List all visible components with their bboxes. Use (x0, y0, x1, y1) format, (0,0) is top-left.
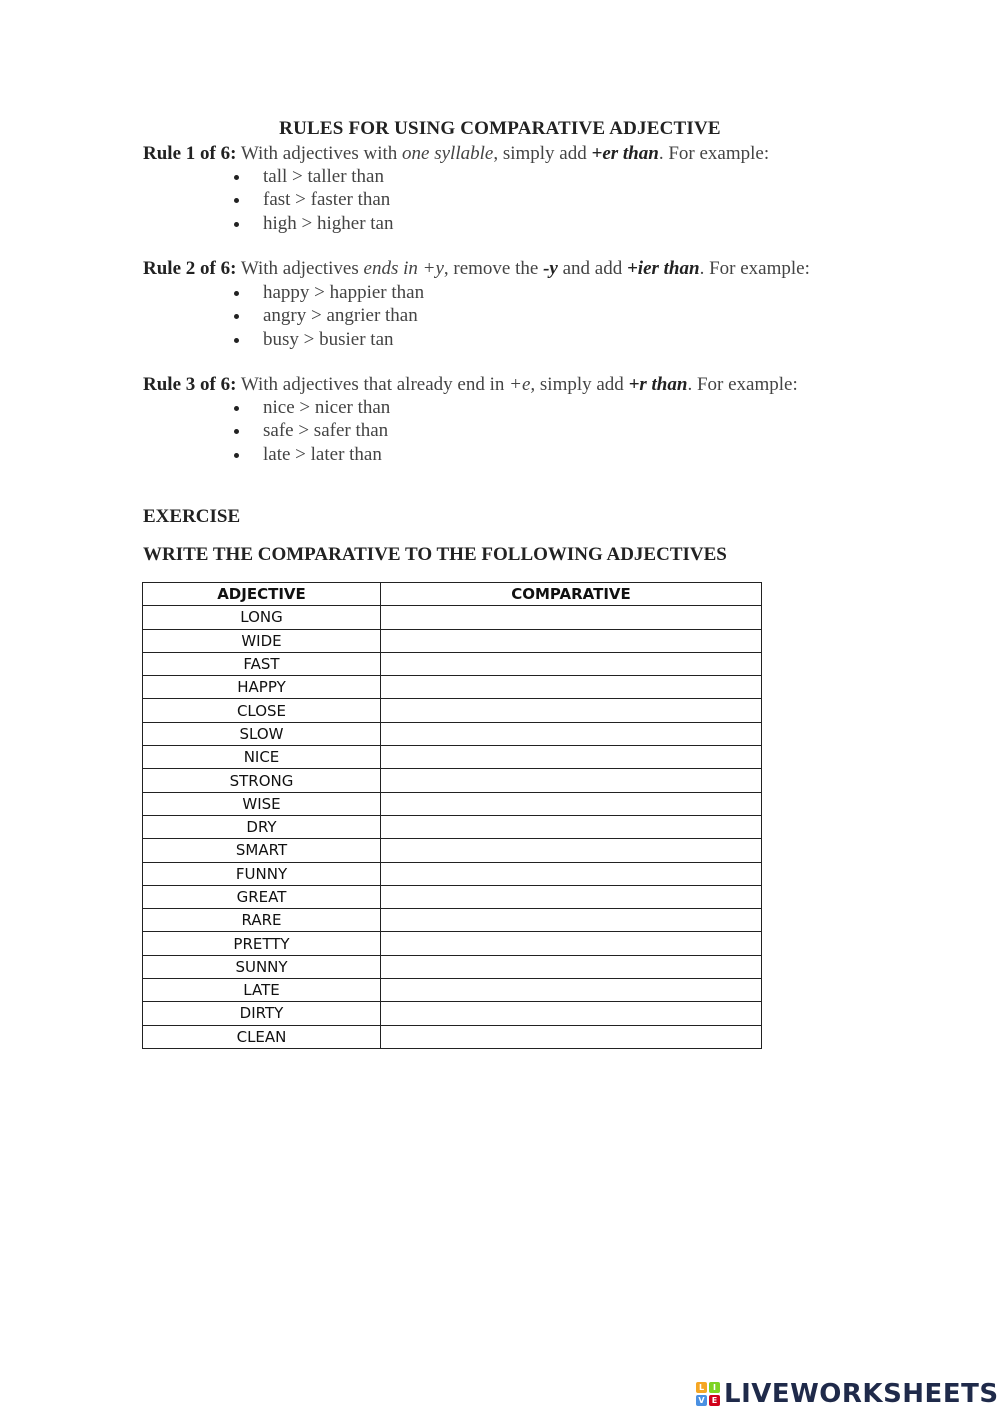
rule-text: , simply add (493, 143, 592, 164)
table-row (143, 885, 762, 908)
comparative-answer-cell[interactable] (381, 606, 762, 629)
table-row (143, 676, 762, 699)
rule-text: . For example: (687, 374, 798, 395)
comparative-answer-cell[interactable] (381, 792, 762, 815)
rule-text: . For example: (658, 143, 770, 164)
rule-1-examples (230, 165, 394, 235)
rule-text: With adjectives with (236, 143, 403, 164)
rule-1 (143, 143, 769, 165)
adjective-cell: NICE (143, 746, 381, 769)
exercise-table (142, 582, 762, 1049)
table-row (143, 629, 762, 652)
column-header-comparative: COMPARATIVE (381, 583, 762, 606)
logo-tile: V (696, 1395, 707, 1406)
adjective-cell: DIRTY (143, 1002, 381, 1025)
comparative-answer-cell[interactable] (381, 746, 762, 769)
table-row (143, 652, 762, 675)
adjective-cell: CLOSE (143, 699, 381, 722)
comparative-answer-cell[interactable] (381, 979, 762, 1002)
adjective-cell: SLOW (143, 722, 381, 745)
example-item: tall > taller than (230, 165, 394, 188)
table-row (143, 699, 762, 722)
rule-text: and add (557, 258, 627, 279)
logo-tile: I (709, 1382, 720, 1393)
comparative-answer-cell[interactable] (381, 1002, 762, 1025)
logo-tile: L (696, 1382, 707, 1393)
example-item: safe > safer than (230, 419, 390, 442)
adjective-cell: LONG (143, 606, 381, 629)
comparative-answer-cell[interactable] (381, 652, 762, 675)
exercise-heading: EXERCISE (143, 506, 241, 527)
rule-text: +ier than (626, 258, 700, 279)
adjective-cell: GREAT (143, 885, 381, 908)
rule-text: +er than (591, 143, 659, 164)
adjective-cell: CLEAN (143, 1025, 381, 1048)
adjective-cell: PRETTY (143, 932, 381, 955)
comparative-answer-cell[interactable] (381, 932, 762, 955)
column-header-adjective: ADJECTIVE (143, 583, 381, 606)
brand-name: LIVEWORKSHEETS (724, 1379, 999, 1409)
table-row (143, 1002, 762, 1025)
comparative-answer-cell[interactable] (381, 699, 762, 722)
example-item: fast > faster than (230, 188, 394, 211)
comparative-answer-cell[interactable] (381, 1025, 762, 1048)
rule-2-examples (230, 281, 424, 351)
comparative-answer-cell[interactable] (381, 885, 762, 908)
table-row (143, 839, 762, 862)
rule-text: , remove the (443, 258, 544, 279)
comparative-answer-cell[interactable] (381, 955, 762, 978)
comparative-answer-cell[interactable] (381, 862, 762, 885)
adjective-cell: DRY (143, 815, 381, 838)
table-row (143, 769, 762, 792)
adjective-cell: FAST (143, 652, 381, 675)
adjective-cell: LATE (143, 979, 381, 1002)
comparative-answer-cell[interactable] (381, 722, 762, 745)
example-item: high > higher tan (230, 212, 394, 235)
rule-text: With adjectives (236, 258, 364, 279)
rule-text: one syllable (402, 143, 494, 164)
rule-text: -y (543, 258, 558, 279)
rule-text: +e, (509, 374, 536, 395)
example-item: late > later than (230, 443, 390, 466)
adjective-cell: SUNNY (143, 955, 381, 978)
table-row (143, 1025, 762, 1048)
adjective-cell: WISE (143, 792, 381, 815)
rule-label: Rule 2 of 6: (143, 258, 237, 279)
rule-text: . For example: (699, 258, 810, 279)
exercise-instruction: WRITE THE COMPARATIVE TO THE FOLLOWING ADJECTIVES (143, 544, 727, 565)
example-item: angry > angrier than (230, 304, 424, 327)
rule-text: ends in +y (363, 258, 444, 279)
comparative-answer-cell[interactable] (381, 769, 762, 792)
table-header-row (143, 583, 762, 606)
liveworksheets-logo-icon (696, 1382, 720, 1406)
adjective-cell: STRONG (143, 769, 381, 792)
rule-3-examples (230, 396, 390, 466)
table-row (143, 815, 762, 838)
table-row (143, 746, 762, 769)
table-row (143, 722, 762, 745)
page-title: RULES FOR USING COMPARATIVE ADJECTIVE (279, 118, 721, 139)
comparative-answer-cell[interactable] (381, 839, 762, 862)
rule-label: Rule 1 of 6: (143, 143, 237, 164)
comparative-answer-cell[interactable] (381, 909, 762, 932)
comparative-answer-cell[interactable] (381, 815, 762, 838)
rule-text: With adjectives that already end in (236, 374, 510, 395)
table-row (143, 955, 762, 978)
adjective-cell: WIDE (143, 629, 381, 652)
example-item: busy > busier tan (230, 328, 424, 351)
rule-label: Rule 3 of 6: (143, 374, 237, 395)
rule-text: simply add (535, 374, 629, 395)
liveworksheets-brand (696, 1378, 999, 1410)
table-row (143, 862, 762, 885)
rule-2 (143, 258, 810, 280)
logo-tile: E (709, 1395, 720, 1406)
rule-3 (143, 374, 798, 396)
table-row (143, 979, 762, 1002)
example-item: happy > happier than (230, 281, 424, 304)
adjective-cell: RARE (143, 909, 381, 932)
rule-text: +r than (628, 374, 688, 395)
adjective-cell: SMART (143, 839, 381, 862)
table-row (143, 932, 762, 955)
example-item: nice > nicer than (230, 396, 390, 419)
table-row (143, 606, 762, 629)
table-row (143, 909, 762, 932)
comparative-answer-cell[interactable] (381, 676, 762, 699)
adjective-cell: FUNNY (143, 862, 381, 885)
table-row (143, 792, 762, 815)
adjective-cell: HAPPY (143, 676, 381, 699)
comparative-answer-cell[interactable] (381, 629, 762, 652)
